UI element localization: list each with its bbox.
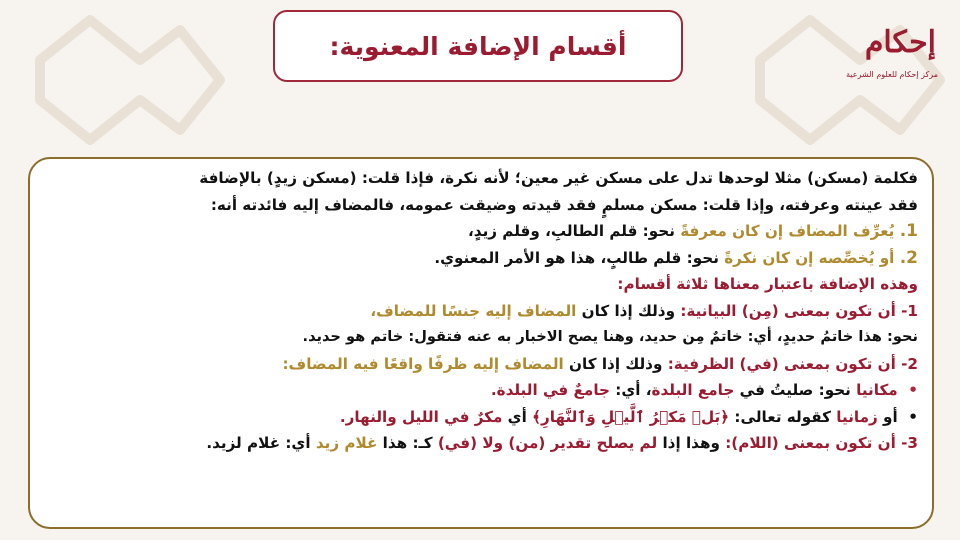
section-2-bullet-2 [42, 404, 918, 431]
section-3-text-c: كـ: هذا [377, 434, 438, 452]
section-3-head [42, 430, 918, 457]
point-1 [42, 218, 918, 245]
section-3-text-d: غلام زيد [315, 434, 378, 452]
content-box [28, 157, 934, 529]
section-1-mid: وذلك إذا كان [576, 301, 681, 320]
bullet-1-text-a: نحو: صليتُ في [734, 381, 857, 399]
section-2-title: 2- أن تكون بمعنى (في) الظرفية: [667, 354, 918, 373]
point-1-key: يُعرِّف المضاف إن كان معرفةً [680, 222, 895, 240]
bullet-2-text-a: أو [877, 407, 898, 426]
paragraph-line-1: فكلمة (مسكن) مثلا لوحدها تدل على مسكن غير معين؛ لأنه نكرة، فإذا قلت: (مسكن زيدٍ) بالإضافة [199, 169, 918, 187]
section-2-head [42, 351, 918, 378]
bullet-1-key: مكانيا [856, 381, 898, 399]
intro-line: وهذه الإضافة باعتبار معناها ثلاثة أقسام: [617, 275, 918, 293]
bullet-1-text-d: جامعٌ في البلدة. [490, 381, 610, 399]
logo-subtitle: مركز إحكام للعلوم الشرعية [846, 70, 938, 79]
bullet-1-text-c: ، أي: [609, 381, 652, 399]
bullet-2-quote: ﴿بَلۡ مَكۡرُ ٱلَّيۡلِ وَٱلنَّهَارِ﴾ [532, 407, 730, 426]
section-2-mid: وذلك إذا كان [563, 354, 668, 373]
bullet-icon: • [897, 381, 918, 399]
bullet-2-text-d: مكرٌ في الليل والنهار. [339, 407, 503, 426]
section-3-text-a: وهذا إذا [657, 434, 726, 452]
bullet-2-key: زمانيا [836, 407, 878, 426]
logo [838, 22, 948, 92]
bullet-2-text-b: كقوله تعالى: [729, 407, 837, 426]
bullet-2-text-c: أي [502, 407, 533, 426]
section-1-highlight: المضاف إليه جنسًا للمضاف، [370, 301, 577, 320]
section-2-highlight: المضاف إليه ظرفًا واقعًا فيه المضاف: [282, 354, 564, 373]
point-2 [42, 245, 918, 272]
section-1-title: 1- أن تكون بمعنى (مِن) البيانية: [680, 301, 918, 320]
bullet-1-text-b: جامع البلدة [651, 381, 735, 399]
section-2-bullet-1 [42, 377, 918, 404]
page-title: أقسام الإضافة المعنوية: [329, 31, 627, 61]
bullet-icon: • [897, 407, 918, 426]
section-3-title: 3- أن تكون بمعنى (اللام): [725, 434, 918, 452]
point-2-number: 2. [899, 247, 918, 268]
point-2-key: أو يُخصِّصه إن كان نكرةً [724, 248, 895, 267]
section-1-example: نحو: هذا خاتمُ حديدٍ، أي: خاتمٌ مِن حديد، وهنا يصح الاخبار به عنه فتقول: خاتم هو حديد. [302, 328, 918, 345]
section-1-head [42, 298, 918, 325]
logo-brand: إحكام [864, 25, 936, 60]
section-3-text-e: أي: غلام لزيد. [206, 434, 316, 452]
paragraph-line-2: فقد عينته وعرفته، وإذا قلت: مسكن مسلمٍ فقد قيدته وضيقت عمومه، فالمضاف إليه فائدته أنه: [210, 195, 918, 214]
section-3-text-b: لم يصلح تقدير (من) ولا (في) [437, 434, 658, 452]
point-2-rest: نحو: قلم طالبٍ، هذا هو الأمر المعنوي. [434, 248, 725, 267]
title-box [273, 10, 683, 82]
point-1-rest: نحو: قلم الطالبِ، وقلم زيدٍ، [468, 222, 681, 240]
point-1-number: 1. [899, 221, 918, 241]
